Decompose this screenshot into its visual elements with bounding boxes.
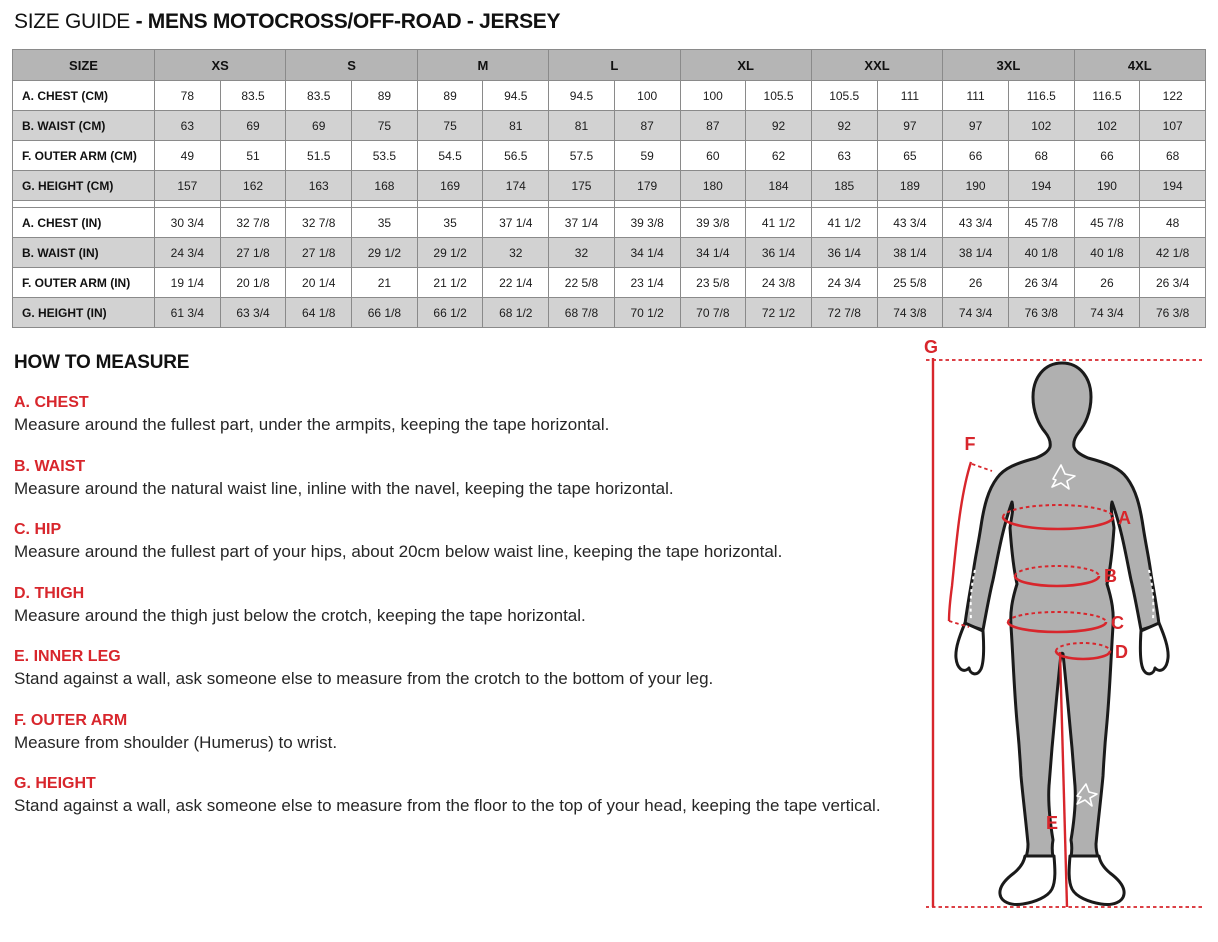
size-value-cell: 26 3/4 <box>1008 268 1074 298</box>
size-value-cell: 22 1/4 <box>483 268 549 298</box>
size-value-cell: 45 7/8 <box>1074 208 1140 238</box>
size-header-l: L <box>549 50 680 81</box>
size-value-cell: 116.5 <box>1074 81 1140 111</box>
size-value-cell: 60 <box>680 141 746 171</box>
size-value-cell: 174 <box>483 171 549 201</box>
chest-label: A <box>1118 508 1131 528</box>
size-value-cell: 32 <box>549 238 615 268</box>
size-value-cell: 22 5/8 <box>549 268 615 298</box>
size-value-cell: 59 <box>614 141 680 171</box>
size-value-cell: 29 1/2 <box>417 238 483 268</box>
size-value-cell: 48 <box>1140 208 1206 238</box>
table-row <box>13 298 1206 328</box>
spacer-cell <box>417 201 483 208</box>
size-value-cell: 43 3/4 <box>943 208 1009 238</box>
table-row <box>13 171 1206 201</box>
measure-items-list <box>14 394 914 816</box>
size-value-cell: 36 1/4 <box>811 238 877 268</box>
spacer-cell <box>614 201 680 208</box>
measure-item-hip <box>14 521 914 562</box>
spacer-cell <box>155 201 221 208</box>
size-value-cell: 20 1/8 <box>220 268 286 298</box>
size-value-cell: 102 <box>1008 111 1074 141</box>
size-value-cell: 37 1/4 <box>549 208 615 238</box>
size-value-cell: 32 7/8 <box>286 208 352 238</box>
spacer-cell <box>811 201 877 208</box>
size-value-cell: 35 <box>417 208 483 238</box>
size-value-cell: 75 <box>352 111 418 141</box>
size-value-cell: 111 <box>943 81 1009 111</box>
size-value-cell: 24 3/4 <box>811 268 877 298</box>
spacer-cell <box>1074 201 1140 208</box>
size-value-cell: 105.5 <box>811 81 877 111</box>
size-value-cell: 70 7/8 <box>680 298 746 328</box>
body-silhouette <box>965 363 1159 857</box>
measure-text: Measure around the fullest part of your hips, about 20cm below waist line, keeping the tape horizontal. <box>14 542 783 562</box>
size-table-header-row <box>13 50 1206 81</box>
size-value-cell: 87 <box>614 111 680 141</box>
size-value-cell: 194 <box>1008 171 1074 201</box>
size-value-cell: 190 <box>943 171 1009 201</box>
outer-arm-label: F <box>964 434 976 454</box>
size-value-cell: 32 7/8 <box>220 208 286 238</box>
size-value-cell: 63 <box>811 141 877 171</box>
measure-item-inner-leg <box>14 648 914 689</box>
size-value-cell: 40 1/8 <box>1008 238 1074 268</box>
left-hand <box>956 623 984 674</box>
measure-item-height <box>14 775 914 816</box>
size-header-4xl: 4XL <box>1074 50 1205 81</box>
size-value-cell: 24 3/4 <box>155 238 221 268</box>
size-value-cell: 35 <box>352 208 418 238</box>
size-value-cell: 68 7/8 <box>549 298 615 328</box>
row-label: F. OUTER ARM (CM) <box>13 141 155 171</box>
size-value-cell: 89 <box>352 81 418 111</box>
measure-text: Measure around the fullest part, under the armpits, keeping the tape horizontal. <box>14 415 610 434</box>
size-value-cell: 68 <box>1008 141 1074 171</box>
size-value-cell: 26 3/4 <box>1140 268 1206 298</box>
size-value-cell: 97 <box>877 111 943 141</box>
table-spacer-row <box>13 201 1206 208</box>
size-value-cell: 163 <box>286 171 352 201</box>
table-row <box>13 238 1206 268</box>
size-value-cell: 30 3/4 <box>155 208 221 238</box>
size-value-cell: 34 1/4 <box>680 238 746 268</box>
size-table <box>12 49 1206 328</box>
size-value-cell: 63 3/4 <box>220 298 286 328</box>
size-value-cell: 27 1/8 <box>286 238 352 268</box>
outer-arm-top-tick <box>972 464 992 471</box>
size-value-cell: 94.5 <box>483 81 549 111</box>
size-value-cell: 66 1/8 <box>352 298 418 328</box>
size-value-cell: 27 1/8 <box>220 238 286 268</box>
spacer-cell <box>943 201 1009 208</box>
row-label: F. OUTER ARM (IN) <box>13 268 155 298</box>
page-title-main: - MENS MOTOCROSS/OFF-ROAD - JERSEY <box>135 10 561 33</box>
size-value-cell: 43 3/4 <box>877 208 943 238</box>
size-value-cell: 19 1/4 <box>155 268 221 298</box>
thigh-label: D <box>1115 642 1128 662</box>
size-value-cell: 45 7/8 <box>1008 208 1074 238</box>
size-value-cell: 185 <box>811 171 877 201</box>
size-value-cell: 20 1/4 <box>286 268 352 298</box>
measure-label: A. CHEST <box>14 394 89 411</box>
row-label: G. HEIGHT (CM) <box>13 171 155 201</box>
size-value-cell: 57.5 <box>549 141 615 171</box>
size-value-cell: 92 <box>811 111 877 141</box>
size-value-cell: 97 <box>943 111 1009 141</box>
waist-label: B <box>1104 566 1117 586</box>
spacer-cell <box>877 201 943 208</box>
measure-label: C. HIP <box>14 521 62 539</box>
size-value-cell: 56.5 <box>483 141 549 171</box>
row-label: B. WAIST (IN) <box>13 238 155 268</box>
size-value-cell: 72 7/8 <box>811 298 877 328</box>
measure-item-thigh <box>14 585 914 626</box>
lower-content <box>12 337 1206 924</box>
size-value-cell: 61 3/4 <box>155 298 221 328</box>
size-value-cell: 40 1/8 <box>1074 238 1140 268</box>
measure-text: Measure around the thigh just below the crotch, keeping the tape horizontal. <box>14 605 586 625</box>
spacer-cell <box>1008 201 1074 208</box>
table-row <box>13 268 1206 298</box>
size-value-cell: 87 <box>680 111 746 141</box>
how-to-measure-heading: HOW TO MEASURE <box>14 352 190 373</box>
measure-label: E. INNER LEG <box>14 648 121 666</box>
size-value-cell: 68 <box>1140 141 1206 171</box>
size-value-cell: 74 3/4 <box>943 298 1009 328</box>
row-label: G. HEIGHT (IN) <box>13 298 155 328</box>
size-value-cell: 54.5 <box>417 141 483 171</box>
size-value-cell: 157 <box>155 171 221 201</box>
size-value-cell: 34 1/4 <box>614 238 680 268</box>
spacer-cell <box>220 201 286 208</box>
size-value-cell: 194 <box>1140 171 1206 201</box>
spacer-cell <box>549 201 615 208</box>
size-value-cell: 92 <box>746 111 812 141</box>
size-value-cell: 94.5 <box>549 81 615 111</box>
measure-text: Measure from shoulder (Humerus) to wrist. <box>14 732 338 752</box>
size-value-cell: 41 1/2 <box>811 208 877 238</box>
row-label: A. CHEST (IN) <box>13 208 155 238</box>
size-value-cell: 81 <box>483 111 549 141</box>
measure-label: D. THIGH <box>14 584 85 602</box>
size-value-cell: 75 <box>417 111 483 141</box>
spacer-cell <box>483 201 549 208</box>
right-foot <box>1069 856 1124 905</box>
size-value-cell: 29 1/2 <box>352 238 418 268</box>
table-row <box>13 81 1206 111</box>
size-value-cell: 39 3/8 <box>614 208 680 238</box>
measure-text: Measure around the natural waist line, inline with the navel, keeping the tape horizontal. <box>14 478 674 498</box>
size-value-cell: 49 <box>155 141 221 171</box>
size-header-xs: XS <box>155 50 286 81</box>
size-value-cell: 105.5 <box>746 81 812 111</box>
size-value-cell: 175 <box>549 171 615 201</box>
size-value-cell: 23 1/4 <box>614 268 680 298</box>
size-value-cell: 69 <box>286 111 352 141</box>
size-value-cell: 66 <box>1074 141 1140 171</box>
spacer-cell <box>13 201 155 208</box>
measure-text: Stand against a wall, ask someone else to measure from the floor to the top of your head, keeping the tape vertical. <box>14 796 881 816</box>
how-to-measure-section <box>12 352 914 924</box>
size-column-header: SIZE <box>13 50 155 81</box>
size-value-cell: 74 3/8 <box>877 298 943 328</box>
size-value-cell: 24 3/8 <box>746 268 812 298</box>
table-row <box>13 111 1206 141</box>
size-value-cell: 37 1/4 <box>483 208 549 238</box>
size-value-cell: 81 <box>549 111 615 141</box>
table-row <box>13 141 1206 171</box>
spacer-cell <box>746 201 812 208</box>
right-hand <box>1140 623 1168 674</box>
size-value-cell: 168 <box>352 171 418 201</box>
size-header-s: S <box>286 50 417 81</box>
size-value-cell: 51.5 <box>286 141 352 171</box>
size-header-m: M <box>417 50 548 81</box>
size-value-cell: 122 <box>1140 81 1206 111</box>
size-value-cell: 116.5 <box>1008 81 1074 111</box>
size-value-cell: 51 <box>220 141 286 171</box>
size-value-cell: 162 <box>220 171 286 201</box>
size-value-cell: 76 3/8 <box>1140 298 1206 328</box>
size-value-cell: 66 <box>943 141 1009 171</box>
measure-item-outer-arm <box>14 712 914 753</box>
size-value-cell: 62 <box>746 141 812 171</box>
size-value-cell: 64 1/8 <box>286 298 352 328</box>
size-value-cell: 66 1/2 <box>417 298 483 328</box>
table-row <box>13 208 1206 238</box>
size-value-cell: 89 <box>417 81 483 111</box>
size-value-cell: 111 <box>877 81 943 111</box>
row-label: A. CHEST (CM) <box>13 81 155 111</box>
measure-item-waist <box>14 458 914 499</box>
size-value-cell: 102 <box>1074 111 1140 141</box>
height-label: G <box>923 337 939 357</box>
spacer-cell <box>352 201 418 208</box>
size-value-cell: 53.5 <box>352 141 418 171</box>
inner-leg-label: E <box>1046 813 1059 833</box>
size-value-cell: 41 1/2 <box>746 208 812 238</box>
measure-text: Stand against a wall, ask someone else to measure from the crotch to the bottom of your leg. <box>14 669 714 689</box>
size-value-cell: 23 5/8 <box>680 268 746 298</box>
hip-label: C <box>1111 613 1124 633</box>
size-value-cell: 100 <box>680 81 746 111</box>
size-value-cell: 78 <box>155 81 221 111</box>
size-value-cell: 26 <box>1074 268 1140 298</box>
measurement-figure <box>914 336 1206 924</box>
size-value-cell: 63 <box>155 111 221 141</box>
size-value-cell: 180 <box>680 171 746 201</box>
page-title-prefix: SIZE GUIDE <box>14 10 131 33</box>
measure-label: F. OUTER ARM <box>14 711 128 729</box>
size-value-cell: 100 <box>614 81 680 111</box>
size-value-cell: 83.5 <box>286 81 352 111</box>
size-value-cell: 21 <box>352 268 418 298</box>
size-header-3xl: 3XL <box>943 50 1074 81</box>
size-value-cell: 39 3/8 <box>680 208 746 238</box>
size-value-cell: 68 1/2 <box>483 298 549 328</box>
size-value-cell: 72 1/2 <box>746 298 812 328</box>
size-value-cell: 74 3/4 <box>1074 298 1140 328</box>
size-value-cell: 184 <box>746 171 812 201</box>
size-value-cell: 107 <box>1140 111 1206 141</box>
size-value-cell: 38 1/4 <box>877 238 943 268</box>
size-header-xl: XL <box>680 50 811 81</box>
size-value-cell: 179 <box>614 171 680 201</box>
left-foot <box>1000 856 1055 905</box>
spacer-cell <box>286 201 352 208</box>
size-value-cell: 69 <box>220 111 286 141</box>
size-value-cell: 189 <box>877 171 943 201</box>
measure-label: B. WAIST <box>14 457 86 475</box>
body-measurement-diagram <box>914 336 1206 924</box>
size-value-cell: 21 1/2 <box>417 268 483 298</box>
size-value-cell: 70 1/2 <box>614 298 680 328</box>
spacer-cell <box>1140 201 1206 208</box>
size-value-cell: 25 5/8 <box>877 268 943 298</box>
page-title <box>12 10 1206 34</box>
size-value-cell: 26 <box>943 268 1009 298</box>
size-value-cell: 38 1/4 <box>943 238 1009 268</box>
size-value-cell: 36 1/4 <box>746 238 812 268</box>
size-value-cell: 65 <box>877 141 943 171</box>
size-value-cell: 42 1/8 <box>1140 238 1206 268</box>
size-value-cell: 190 <box>1074 171 1140 201</box>
size-value-cell: 83.5 <box>220 81 286 111</box>
spacer-cell <box>680 201 746 208</box>
measure-item-chest <box>14 394 914 435</box>
size-header-xxl: XXL <box>811 50 942 81</box>
size-value-cell: 32 <box>483 238 549 268</box>
measure-label: G. HEIGHT <box>14 775 96 793</box>
row-label: B. WAIST (CM) <box>13 111 155 141</box>
size-value-cell: 169 <box>417 171 483 201</box>
size-value-cell: 76 3/8 <box>1008 298 1074 328</box>
